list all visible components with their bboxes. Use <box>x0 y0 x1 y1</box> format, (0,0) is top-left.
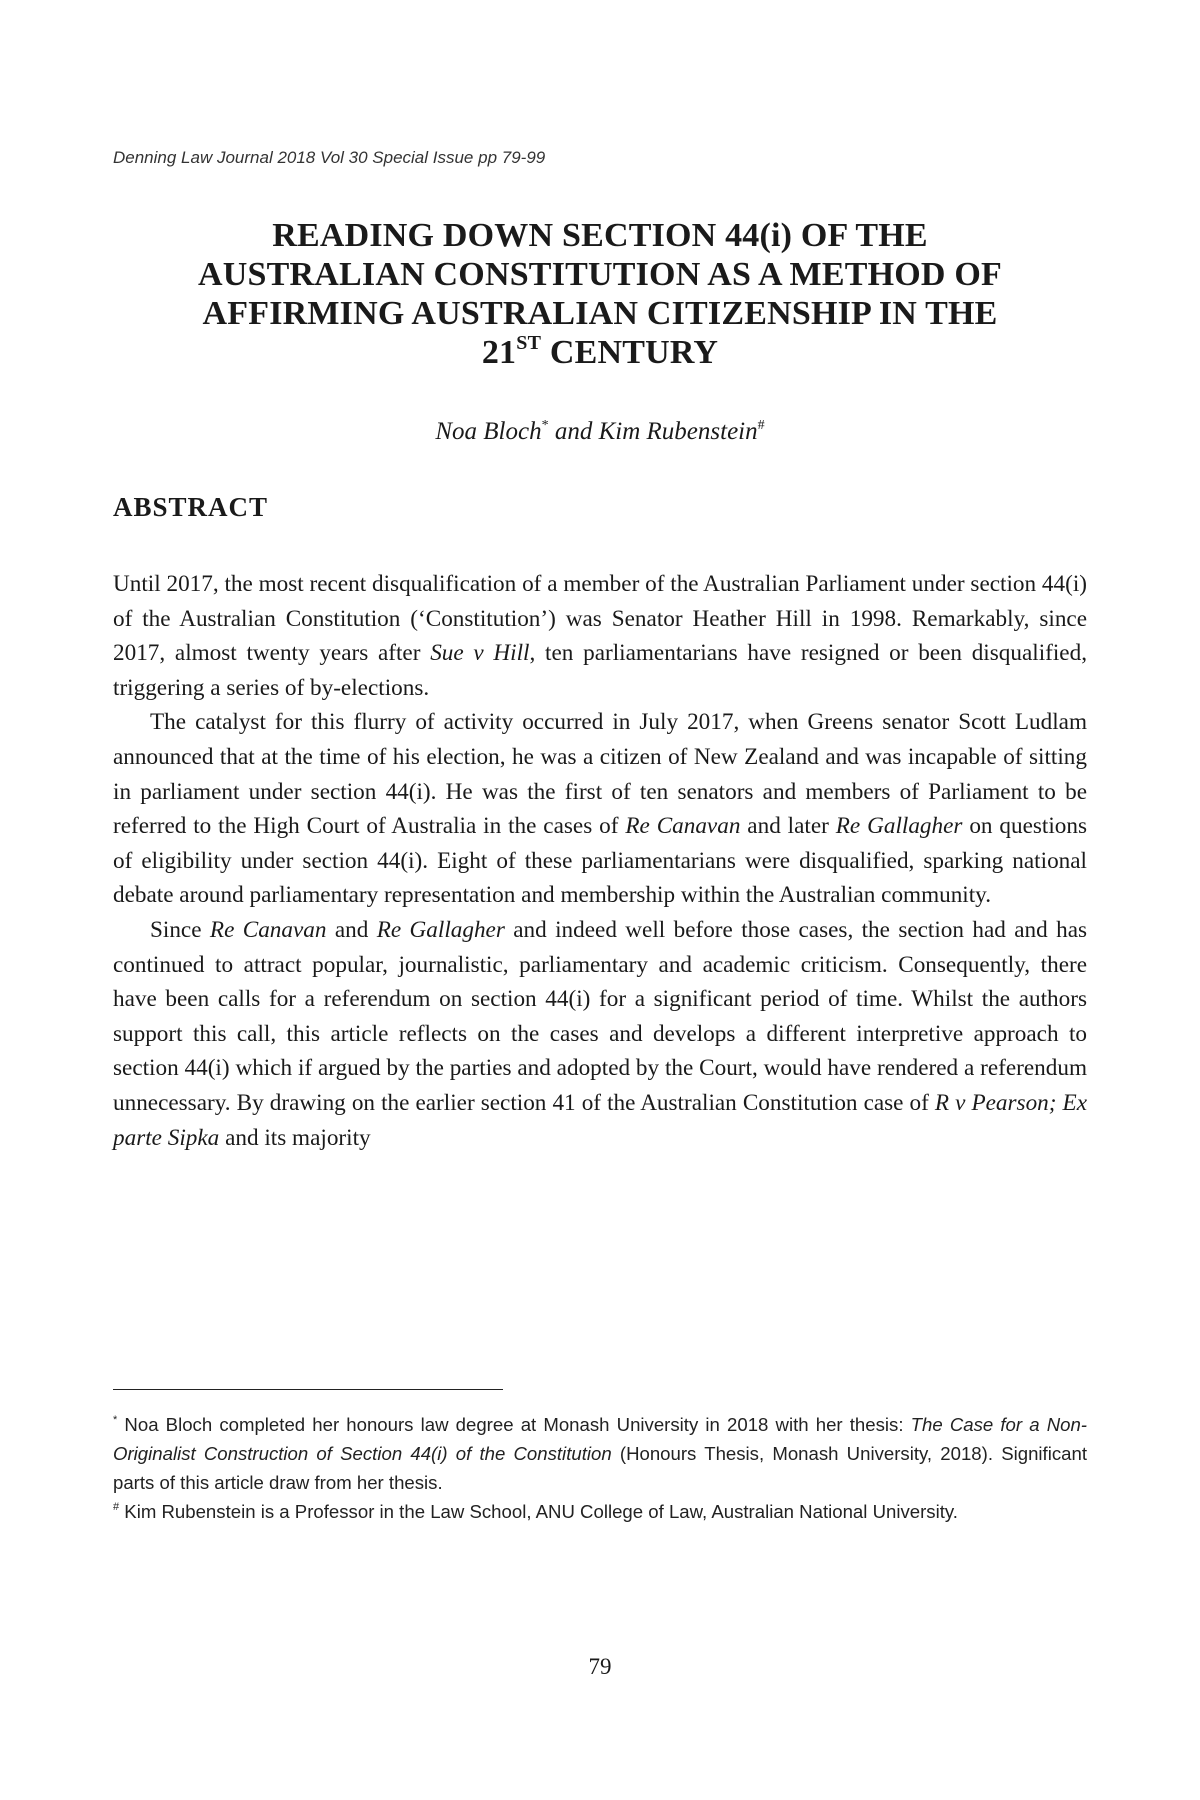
title-century-number: 21 <box>481 334 517 371</box>
author-joiner: and <box>548 418 599 445</box>
paragraph-text: and its majority <box>219 1124 371 1151</box>
footnote <box>113 1497 1087 1526</box>
paragraph-text: on questions of eligibility under section 44(i). Eight of these parliamentarians were disqualified, sparking national debate around parliamentary representation and membership within the Australian community. <box>113 813 1088 909</box>
footnote-marker: # <box>113 1501 120 1513</box>
abstract-paragraph <box>113 913 1087 1155</box>
case-citation: Re Gallagher <box>376 916 505 943</box>
case-citation: R v Pearson; Ex parte Sipka <box>113 1089 1088 1151</box>
abstract-heading: ABSTRACT <box>113 492 269 522</box>
case-citation: Re Canavan <box>625 813 741 840</box>
footnote-text: Kim Rubenstein is a Professor in the Law School, ANU College of Law, Australian National University. <box>119 1501 958 1522</box>
article-title <box>113 216 1087 372</box>
footnote-marker: * <box>113 1414 118 1426</box>
author-line <box>113 418 1087 446</box>
paragraph-text: Until 2017, the most recent disqualification of a member of the Australian Parliament under section 44(i) of the Australian Constitution (‘Constitution’) was Senator Heather Hill in 1998. Remarkably, since 2017, almost twenty years after <box>113 571 1087 667</box>
title-ordinal-suffix: ST <box>516 332 542 354</box>
abstract-paragraph <box>113 705 1087 913</box>
footnote-text: (Honours Thesis, Monash University, 2018). Significant parts of this article draw from her thesis. <box>113 1443 1087 1493</box>
paragraph-text: The catalyst for this flurry of activity occurred in July 2017, when Greens senator Scott Ludlam announced that at the time of his election, he was a citizen of New Zealand and was incapable of sitting in parliament under section 44(i). He was the first of ten senators and members of Parliament to be referred to the High Court of Australia in the cases of <box>113 709 1087 840</box>
case-citation: Re Gallagher <box>835 813 963 840</box>
title-line: READING DOWN SECTION 44(i) OF THE <box>272 217 928 254</box>
title-century-word: CENTURY <box>541 334 719 371</box>
title-line: AFFIRMING AUSTRALIAN CITIZENSHIP IN THE <box>202 295 998 332</box>
page-number: 79 <box>588 1654 612 1679</box>
title-line <box>113 333 1087 372</box>
abstract-body <box>113 567 1087 1155</box>
footnote-text: Noa Bloch completed her honours law degree at Monash University in 2018 with her thesis: <box>117 1414 911 1435</box>
author-name: Noa Bloch <box>435 418 542 445</box>
abstract-paragraph <box>113 567 1087 705</box>
paragraph-text: , ten parliamentarians have resigned or been disqualified, triggering a series of by-elections. <box>113 640 1087 701</box>
footnote-divider <box>113 1389 503 1390</box>
paragraph-text: and indeed well before those cases, the section had and has continued to attract popular, journalistic, parliamentary and academic criticism. Consequently, there have been calls for a referendum on section 44(i) for a significant period of time. Whilst the authors support this call, this article reflects on the cases and develops a different interpretive approach to section 44(i) which if argued by the parties and adopted by the Court, would have rendered a referendum unnecessary. By drawing on the earlier section 41 of the Australian Constitution case of <box>113 916 1088 1116</box>
case-citation: Sue v Hill <box>430 640 530 667</box>
thesis-title: The Case for a Non-Originalist Construction of Section 44(i) of the Constitution <box>113 1414 1088 1464</box>
footnote <box>113 1410 1087 1497</box>
running-head: Denning Law Journal 2018 Vol 30 Special Issue pp 79-99 <box>113 148 546 167</box>
footnotes <box>113 1410 1087 1526</box>
footnote-marker: # <box>757 418 765 433</box>
paragraph-text: and later <box>740 813 836 840</box>
author-name: Kim Rubenstein <box>598 418 758 445</box>
case-citation: Re Canavan <box>209 916 327 943</box>
footnote-marker: * <box>541 418 549 433</box>
title-line: AUSTRALIAN CONSTITUTION AS A METHOD OF <box>198 256 1002 293</box>
paragraph-text: and <box>326 916 377 943</box>
paragraph-text: Since <box>150 916 210 943</box>
